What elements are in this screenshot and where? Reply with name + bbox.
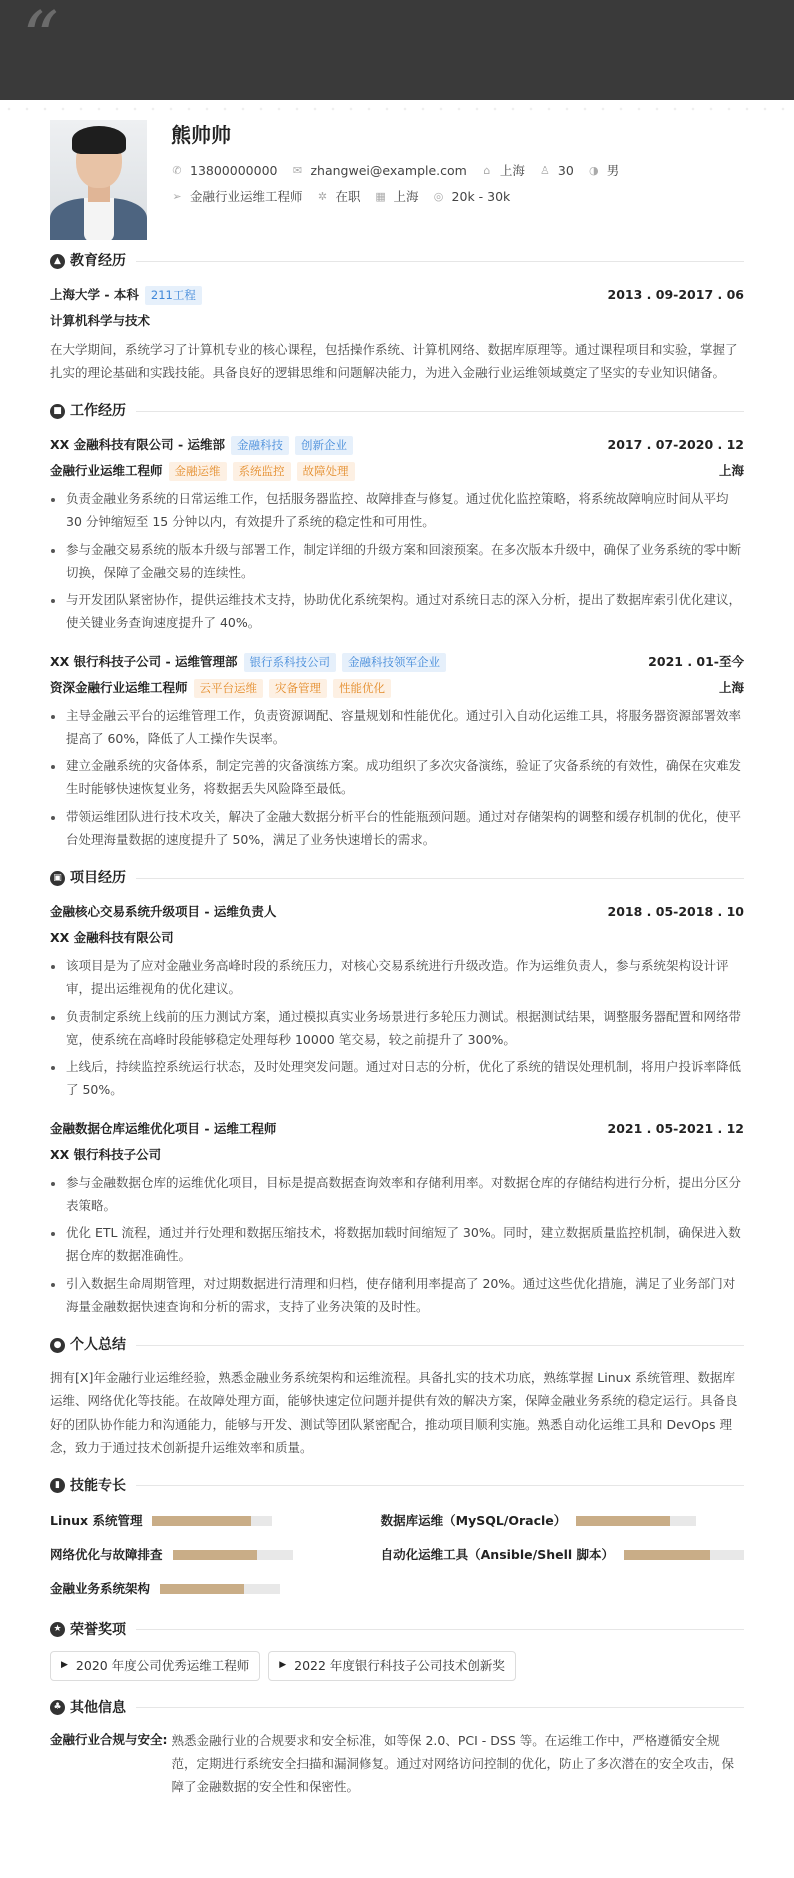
salary: 20k - 30k: [451, 189, 511, 205]
skill-bar: [576, 1516, 696, 1526]
mail-icon: ✉: [292, 164, 303, 177]
project-company: XX 银行科技子公司: [50, 1146, 162, 1162]
other-info: [50, 1729, 744, 1798]
job-status: 在职: [335, 189, 361, 205]
salary-icon: ◎: [433, 190, 444, 203]
section-title: 个人总结: [70, 1337, 126, 1353]
school-tag: 211工程: [145, 286, 202, 305]
skill-name: 自动化运维工具（Ansible/Shell 脚本）: [380, 1546, 614, 1562]
city: 上海: [499, 163, 525, 179]
school-degree: 上海大学 - 本科: [50, 287, 139, 303]
target-position: 金融行业运维工程师: [190, 189, 303, 205]
skill-item: [381, 1541, 744, 1569]
work-section: [50, 398, 744, 851]
awards-section: [50, 1617, 744, 1681]
work-entry: [50, 432, 744, 635]
skill-level: [173, 1550, 257, 1560]
send-icon: ➢: [172, 190, 182, 203]
job-intent-row: [171, 184, 633, 210]
contact-row: [171, 158, 633, 184]
resume-page: [0, 100, 794, 1808]
work-location: 上海: [718, 463, 744, 479]
company-tag: 金融科技领军企业: [342, 653, 446, 672]
skill-name: 网络优化与故障排查: [50, 1546, 163, 1562]
project-company: XX 金融科技有限公司: [50, 930, 174, 946]
list-item: 带领运维团队进行技术攻关，解决了金融大数据分析平台的性能瓶颈问题。通过对存储架构的调整和缓存机制的优化，使平台处理海量数据的速度提升了 50%，满足了业务快速增长的需求。: [50, 806, 744, 852]
project-entry: [50, 899, 744, 1102]
project-title: 金融核心交易系统升级项目 - 运维负责人: [50, 904, 277, 920]
top-banner: [0, 0, 794, 100]
list-item: 建立金融系统的灾备体系，制定完善的灾备演练方案。成功组织了多次灾备演练，验证了灾备系统的有效性，确保在灾难发生时能够快速恢复业务，将数据丢失风险降至最低。: [50, 755, 744, 801]
list-item: 负责金融业务系统的日常运维工作，包括服务器监控、故障排查与修复。通过优化监控策略，将系统故障响应时间从平均 30 分钟缩短至 15 分钟以内，有效提升了系统的稳定性和可用性。: [50, 488, 744, 534]
profile-info: [171, 120, 633, 240]
education-section: [50, 248, 744, 384]
skill-item: [50, 1575, 341, 1603]
home-icon: ⌂: [483, 164, 491, 177]
gender-icon: ◑: [588, 164, 599, 177]
project-date: 2021 . 05-2021 . 12: [607, 1120, 744, 1136]
projects-section: [50, 865, 744, 1318]
company: XX 金融科技有限公司 - 运维部: [50, 437, 226, 453]
age-icon: ♙: [539, 164, 550, 177]
company-tag: 金融科技: [231, 436, 289, 455]
list-item: 参与金融数据仓库的运维优化项目，目标是提高数据查询效率和存储利用率。对数据仓库的存储结构进行分析，提出分区分表策略。: [50, 1172, 744, 1218]
section-title: 其他信息: [70, 1699, 126, 1716]
section-header: [50, 1332, 744, 1358]
role-tag: 云平台运维: [194, 679, 264, 698]
avatar: [50, 120, 147, 240]
list-item: 参与金融交易系统的版本升级与部署工作，制定详细的升级方案和回滚预案。在多次版本升级中，确保了业务系统的零中断切换，保障了金融交易的连续性。: [50, 539, 744, 585]
education-description: 在大学期间，系统学习了计算机专业的核心课程，包括操作系统、计算机网络、数据库原理等。通过课程项目和实验，掌握了扎实的理论基础和实践技能。具备良好的逻辑思维和问题解决能力，为进入金融行业运维领域奠定了坚实的专业知识储备。: [50, 342, 738, 381]
work-entry: [50, 649, 744, 852]
skill-level: [160, 1584, 244, 1594]
education-date: 2013 . 09-2017 . 06: [607, 287, 744, 303]
skills-section: [50, 1473, 744, 1603]
play-icon: ▶: [279, 1659, 287, 1670]
trophy-icon: ★: [50, 1622, 65, 1637]
project-date: 2018 . 05-2018 . 10: [607, 904, 744, 920]
summary-section: [50, 1332, 744, 1459]
list-item: 与开发团队紧密协作，提供运维技术支持，协助优化系统架构。通过对系统日志的深入分析，提出了数据库索引优化建议，使关键业务查询速度提升了 40%。: [50, 589, 744, 635]
role-tag: 灾备管理: [269, 679, 327, 698]
section-title: 教育经历: [70, 252, 126, 269]
major: 计算机科学与技术: [50, 313, 151, 328]
age: 30: [557, 163, 574, 179]
section-header: [50, 398, 744, 424]
skill-name: 数据库运维（MySQL/Oracle）: [380, 1512, 567, 1528]
skill-bar: [152, 1516, 272, 1526]
list-item: 该项目是为了应对金融业务高峰时段的系统压力，对核心交易系统进行升级改造。作为运维负责人，参与系统架构设计评审，提出运维视角的优化建议。: [50, 955, 744, 1001]
skill-name: 金融业务系统架构: [50, 1580, 151, 1596]
gender: 男: [606, 163, 620, 179]
skill-bar: [160, 1584, 280, 1594]
summary-text: 拥有[X]年金融行业运维经验，熟悉金融业务系统架构和运维流程。具备扎实的技术功底，熟练掌握 Linux 系统管理、数据库运维、网络优化等技能。在故障处理方面，能够快速定位问题并提供有效的解决方案，保障金融业务系统的稳定运行。具备良好的团队协作能力和沟通能力，能够与开发、测试等团队紧密配合，推动项目顺利实施。熟悉自动化运维工具和 DevOps 理念，致力于通过技术创新提升运维效率和质量。: [50, 1370, 738, 1455]
company-tag: 银行系科技公司: [244, 653, 337, 672]
skill-bar: [173, 1550, 293, 1560]
section-title: 技能专长: [70, 1477, 126, 1494]
award-label: 2022 年度银行科技子公司技术创新奖: [294, 1657, 505, 1673]
phone-icon: ✆: [172, 164, 182, 177]
building-icon: ▦: [375, 190, 386, 203]
project-entry: [50, 1116, 744, 1319]
company: XX 银行科技子公司 - 运维管理部: [50, 653, 238, 669]
role-tag: 故障处理: [297, 462, 355, 481]
email: zhangwei@example.com: [310, 163, 467, 179]
award-item: [50, 1651, 260, 1681]
role: 金融行业运维工程师: [50, 463, 163, 479]
list-item: 主导金融云平台的运维管理工作，负责资源调配、容量规划和性能优化。通过引入自动化运维工具，将服务器资源部署效率提高了 60%，降低了人工操作失误率。: [50, 705, 744, 751]
play-icon: ▶: [61, 1659, 68, 1670]
list-item: 优化 ETL 流程，通过并行处理和数据压缩技术，将数据加载时间缩短了 30%。同时，建立数据质量监控机制，确保进入数据仓库的数据准确性。: [50, 1222, 744, 1268]
skill-item: [381, 1507, 744, 1535]
other-section: [50, 1695, 744, 1798]
grid-icon: ▣: [50, 871, 65, 886]
role-tag: 系统监控: [233, 462, 291, 481]
target-city: 上海: [393, 189, 419, 205]
skill-item: [50, 1541, 341, 1569]
section-header: [50, 1617, 744, 1643]
role: 资深金融行业运维工程师: [50, 679, 188, 695]
candidate-name: 熊帅帅: [171, 123, 231, 147]
skill-bar: [624, 1550, 744, 1560]
people-icon: ♣: [50, 1700, 65, 1715]
skill-level: [576, 1516, 670, 1526]
other-label: 金融行业合规与安全:: [50, 1731, 168, 1747]
section-header: [50, 1473, 744, 1499]
bar-chart-icon: ▮: [50, 1478, 65, 1493]
user-icon: ●: [50, 1338, 65, 1353]
section-header: [50, 865, 744, 891]
quote-mark-icon: “: [22, 0, 59, 80]
awards-list: [50, 1651, 744, 1681]
work-location: 上海: [718, 679, 744, 695]
phone: 13800000000: [190, 163, 278, 179]
section-header: [50, 248, 744, 274]
skill-level: [152, 1516, 250, 1526]
role-tag: 性能优化: [333, 679, 391, 698]
profile-header: [50, 100, 744, 240]
work-date: 2021 . 01-至今: [648, 653, 744, 669]
work-date: 2017 . 07-2020 . 12: [607, 437, 744, 453]
skill-name: Linux 系统管理: [50, 1512, 143, 1528]
list-item: 上线后，持续监控系统运行状态，及时处理突发问题。通过对日志的分析，优化了系统的错误处理机制，将用户投诉率降低了 50%。: [50, 1056, 744, 1102]
list-item: 负责制定系统上线前的压力测试方案，通过模拟真实业务场景进行多轮压力测试。根据测试结果，调整服务器配置和网络带宽，使系统在高峰时段能够稳定处理每秒 10000 笔交易，较之前提升了 300%。: [50, 1006, 744, 1052]
skills-grid: [50, 1507, 744, 1603]
section-header: [50, 1695, 744, 1721]
section-title: 工作经历: [70, 403, 126, 419]
skill-item: [50, 1507, 341, 1535]
project-title: 金融数据仓库运维优化项目 - 运维工程师: [50, 1120, 277, 1136]
section-title: 荣誉奖项: [70, 1621, 126, 1638]
skill-level: [624, 1550, 710, 1560]
role-tag: 金融运维: [169, 462, 227, 481]
briefcase-icon: ■: [50, 404, 65, 419]
company-tag: 创新企业: [295, 436, 353, 455]
other-text: 熟悉金融行业的合规要求和安全标准，如等保 2.0、PCI - DSS 等。在运维工作中，严格遵循安全规范，定期进行系统安全扫描和漏洞修复。通过对网络访问控制的优化，防止了多次潜在的安全攻击，保障了金融数据的安全性和保密性。: [171, 1732, 735, 1794]
list-item: 引入数据生命周期管理，对过期数据进行清理和归档，使存储利用率提高了 20%。通过这些优化措施，满足了业务部门对海量金融数据快速查询和分析的需求，支持了业务决策的及时性。: [50, 1273, 744, 1319]
graduation-cap-icon: ▲: [50, 254, 65, 269]
award-item: [268, 1651, 516, 1681]
award-label: 2020 年度公司优秀运维工程师: [75, 1657, 250, 1673]
section-title: 项目经历: [70, 870, 126, 886]
status-icon: ✲: [317, 190, 328, 203]
